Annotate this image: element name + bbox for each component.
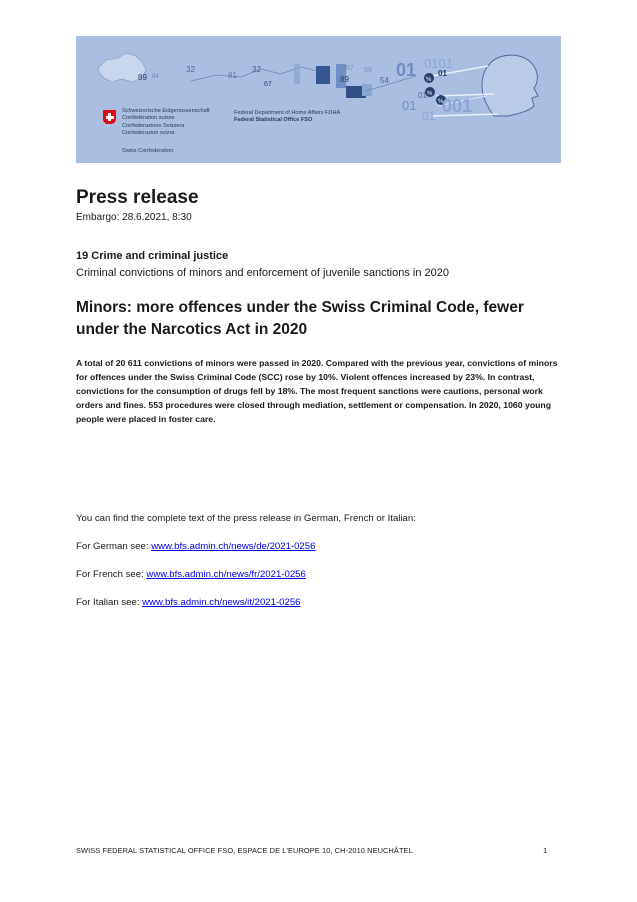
intro-text: You can find the complete text of the press release in German, French or Italian: [76,513,416,524]
banner-graphic [76,36,561,163]
confederation-name-fr: Confédération suisse [122,115,175,122]
footer-address: SWISS FEDERAL STATISTICAL OFFICE FSO, ESPACE DE L'EUROPE 10, CH-2010 NEUCHÂTEL [76,846,413,855]
link-row-french [76,569,306,580]
decor-percent: % [438,99,444,105]
decor-percent: % [426,77,432,83]
confederation-name-rm: Confederaziun svizra [122,129,175,136]
headline: Minors: more offences under the Swiss Criminal Code, fewer under the Narcotics Act in 2020 [76,299,524,338]
release-subtitle: Criminal convictions of minors and enforcement of juvenile sanctions in 2020 [76,267,449,279]
link-prefix: For Italian see: [76,597,143,608]
category-label: 19 Crime and criminal justice [76,250,229,262]
decor-binary: 001 [442,96,473,116]
head-profile-graphic [482,55,538,116]
decor-binary: 01 [396,60,417,80]
header-banner [76,36,561,163]
decor-number: 67 [264,81,272,88]
decor-number: 54 [380,76,389,85]
decor-bar [294,64,300,84]
decor-binary: 01 [418,91,427,100]
decor-binary: 01 [422,109,436,123]
confederation-short-name: Swiss Confederation [122,148,174,154]
link-prefix: For German see: [76,541,152,552]
decor-binary: 01 [438,69,447,78]
decor-number: 32 [186,65,195,74]
confederation-name-de: Schweizerische Eidgenossenschaft [122,108,210,114]
link-row-german [76,541,315,552]
office-name: Federal Statistical Office FSO [234,117,313,124]
embargo-date: Embargo: 28.6.2021, 8:30 [76,212,192,223]
decor-number: 59 [364,67,372,74]
french-link[interactable]: www.bfs.admin.ch/news/fr/2021-0256 [146,569,306,580]
italian-link[interactable]: www.bfs.admin.ch/news/it/2021-0256 [142,597,301,608]
decor-number: 81 [228,71,237,80]
link-row-italian [76,597,301,608]
decor-binary: 0101 [424,56,453,71]
german-link[interactable]: www.bfs.admin.ch/news/de/2021-0256 [151,541,316,552]
swiss-cross-icon [103,110,116,124]
decor-number: 67 [346,65,354,72]
decor-number: 54 [152,74,159,80]
department-block [234,110,340,125]
department-name: Federal Department of Home Affairs FDHA [234,110,341,116]
decor-number: 32 [252,65,261,74]
decor-number: 89 [340,75,349,84]
decor-percent: % [427,91,433,97]
confederation-name-it: Confederazione Svizzera [122,122,185,129]
lead-paragraph: A total of 20 611 convictions of minors were passed in 2020. Compared with the previous year, convictions of minors for offences under the Swiss Criminal Code (SCC) rose by 10%. Violent offences increased by 23%. In contrast, convictions for the consumption of drugs fell by 18%. The most frequent sanctions were cautions, personal work orders and fines. 553 procedures were closed through mediation, settlement or compensation. In 2020, 1060 young people were placed in foster care. [76,358,558,424]
decor-bar [362,84,372,96]
decor-binary: 01 [402,98,417,113]
page-title: Press release [76,187,199,208]
link-prefix: For French see: [76,569,147,580]
decor-bar [316,66,330,84]
decor-number: 89 [138,73,147,82]
confederation-names [122,108,210,137]
page-number: 1 [543,846,548,855]
